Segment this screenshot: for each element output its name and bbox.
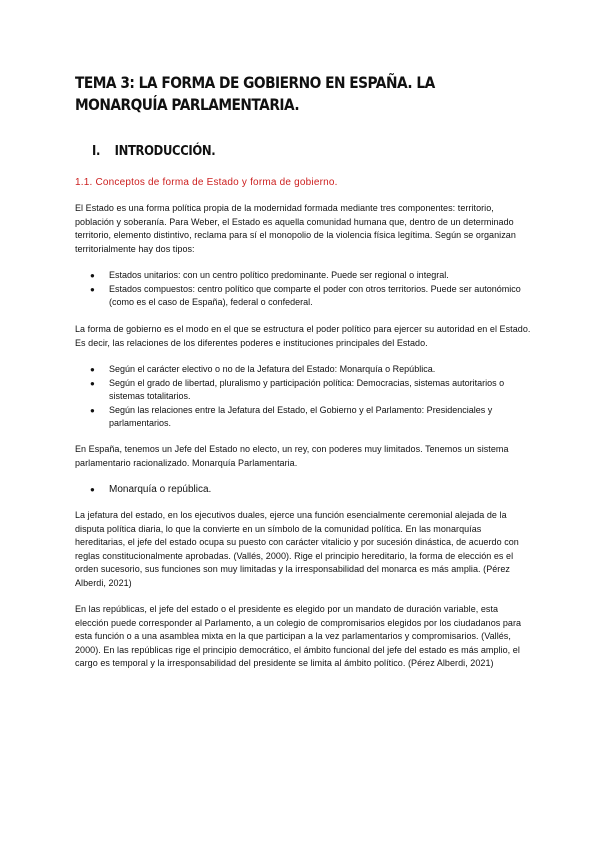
bullet-list-gobierno [75, 363, 535, 431]
list-item-text: Según las relaciones entre la Jefatura del Estado, el Gobierno y el Parlamento: Presidenciales y parlamentarios. [109, 404, 493, 429]
bullet-list-territorial [75, 269, 535, 310]
bullet-icon: ● [90, 284, 95, 294]
list-item [75, 377, 535, 404]
bullet-icon: ● [90, 485, 95, 494]
bullet-icon: ● [90, 378, 95, 388]
paragraph-estado: El Estado es una forma política propia de la modernidad formada mediante tres componentes: territorio, población y soberanía. Para Weber, el Estado es aquella comunidad humana que, dentro de un determinado territorio, elemento distintivo, reclama para sí el monopolio de la violencia física legítima. Según se organizan territorialmente hay dos tipos: [75, 203, 516, 254]
document-title: TEMA 3: LA FORMA DE GOBIERNO EN ESPAÑA. LA MONARQUÍA PARLAMENTARIA. [75, 73, 435, 114]
list-item-text: Según el carácter electivo o no de la Jefatura del Estado: Monarquía o República. [109, 364, 436, 374]
paragraph-forma-gobierno: La forma de gobierno es el modo en el que se estructura el poder político para ejercer su autoridad en el Estado. Es decir, las relaciones de los diferentes poderes e instituciones principales del Estado. [75, 324, 531, 348]
subsection-heading: 1.1. Conceptos de forma de Estado y forma de gobierno. [75, 177, 338, 188]
list-item [75, 404, 535, 431]
list-item-text: Según el grado de libertad, pluralismo y participación política: Democracias, sistemas autoritarios o sistemas totalitarios. [109, 377, 505, 402]
paragraph-republicas: En las repúblicas, el jefe del estado o el presidente es elegido por un mandato de duración variable, esta elección puede corresponder al Parlamento, a un colegio de compromisarios elegidos por los ciudadanos para esta función o a una asamblea mixta en la que participan a la vez parlamentarios y compromisarios. (Vallés, 2000). En las repúblicas rige el principio democrático, el ámbito funcional del jefe del estado es más amplio, el cargo es temporal y la irresponsabilidad del presidente se limita al ámbito político. (Pérez Alberdi, 2021) [75, 604, 522, 669]
section-number: I. [92, 143, 101, 159]
bullet-icon: ● [90, 271, 95, 280]
paragraph-espana: En España, tenemos un Jefe del Estado no electo, un rey, con poderes muy limitados. Tenemos un sistema parlamentario racionalizado. Monarquía Parlamentaria. [75, 444, 509, 468]
list-item [75, 269, 535, 283]
list-item-text: Estados compuestos: centro político que comparte el poder con otros territorios. Puede ser autonómico (como es el caso de España), federal o confederal. [109, 283, 521, 308]
list-item-text: Monarquía o república. [109, 484, 212, 495]
paragraph-monarquias: La jefatura del estado, en los ejecutivos duales, ejerce una función esencialmente ceremonial alejada de la disputa política diaria, lo que la convierte en un símbolo de la comunidad política. En las monarquías hereditarias, el jefe del estado ocupa su puesto con carácter vitalicio y por sucesión dinástica, de acuerdo con reglas constitucionalmente aprobadas. (Vallés, 2000). Rige el principio hereditario, la forma de elección es el orden sucesorio, sus funciones son muy limitadas y la irresponsabilidad del monarca es más amplia. (Pérez Alberdi, 2021) [75, 510, 519, 588]
section-heading [92, 143, 215, 159]
bullet-icon: ● [90, 405, 95, 415]
bullet-icon: ● [90, 365, 95, 374]
list-item [75, 283, 535, 310]
list-item [75, 363, 535, 377]
section-title: INTRODUCCIÓN. [114, 143, 216, 159]
list-item-text: Estados unitarios: con un centro político predominante. Puede ser regional o integral. [109, 270, 449, 280]
